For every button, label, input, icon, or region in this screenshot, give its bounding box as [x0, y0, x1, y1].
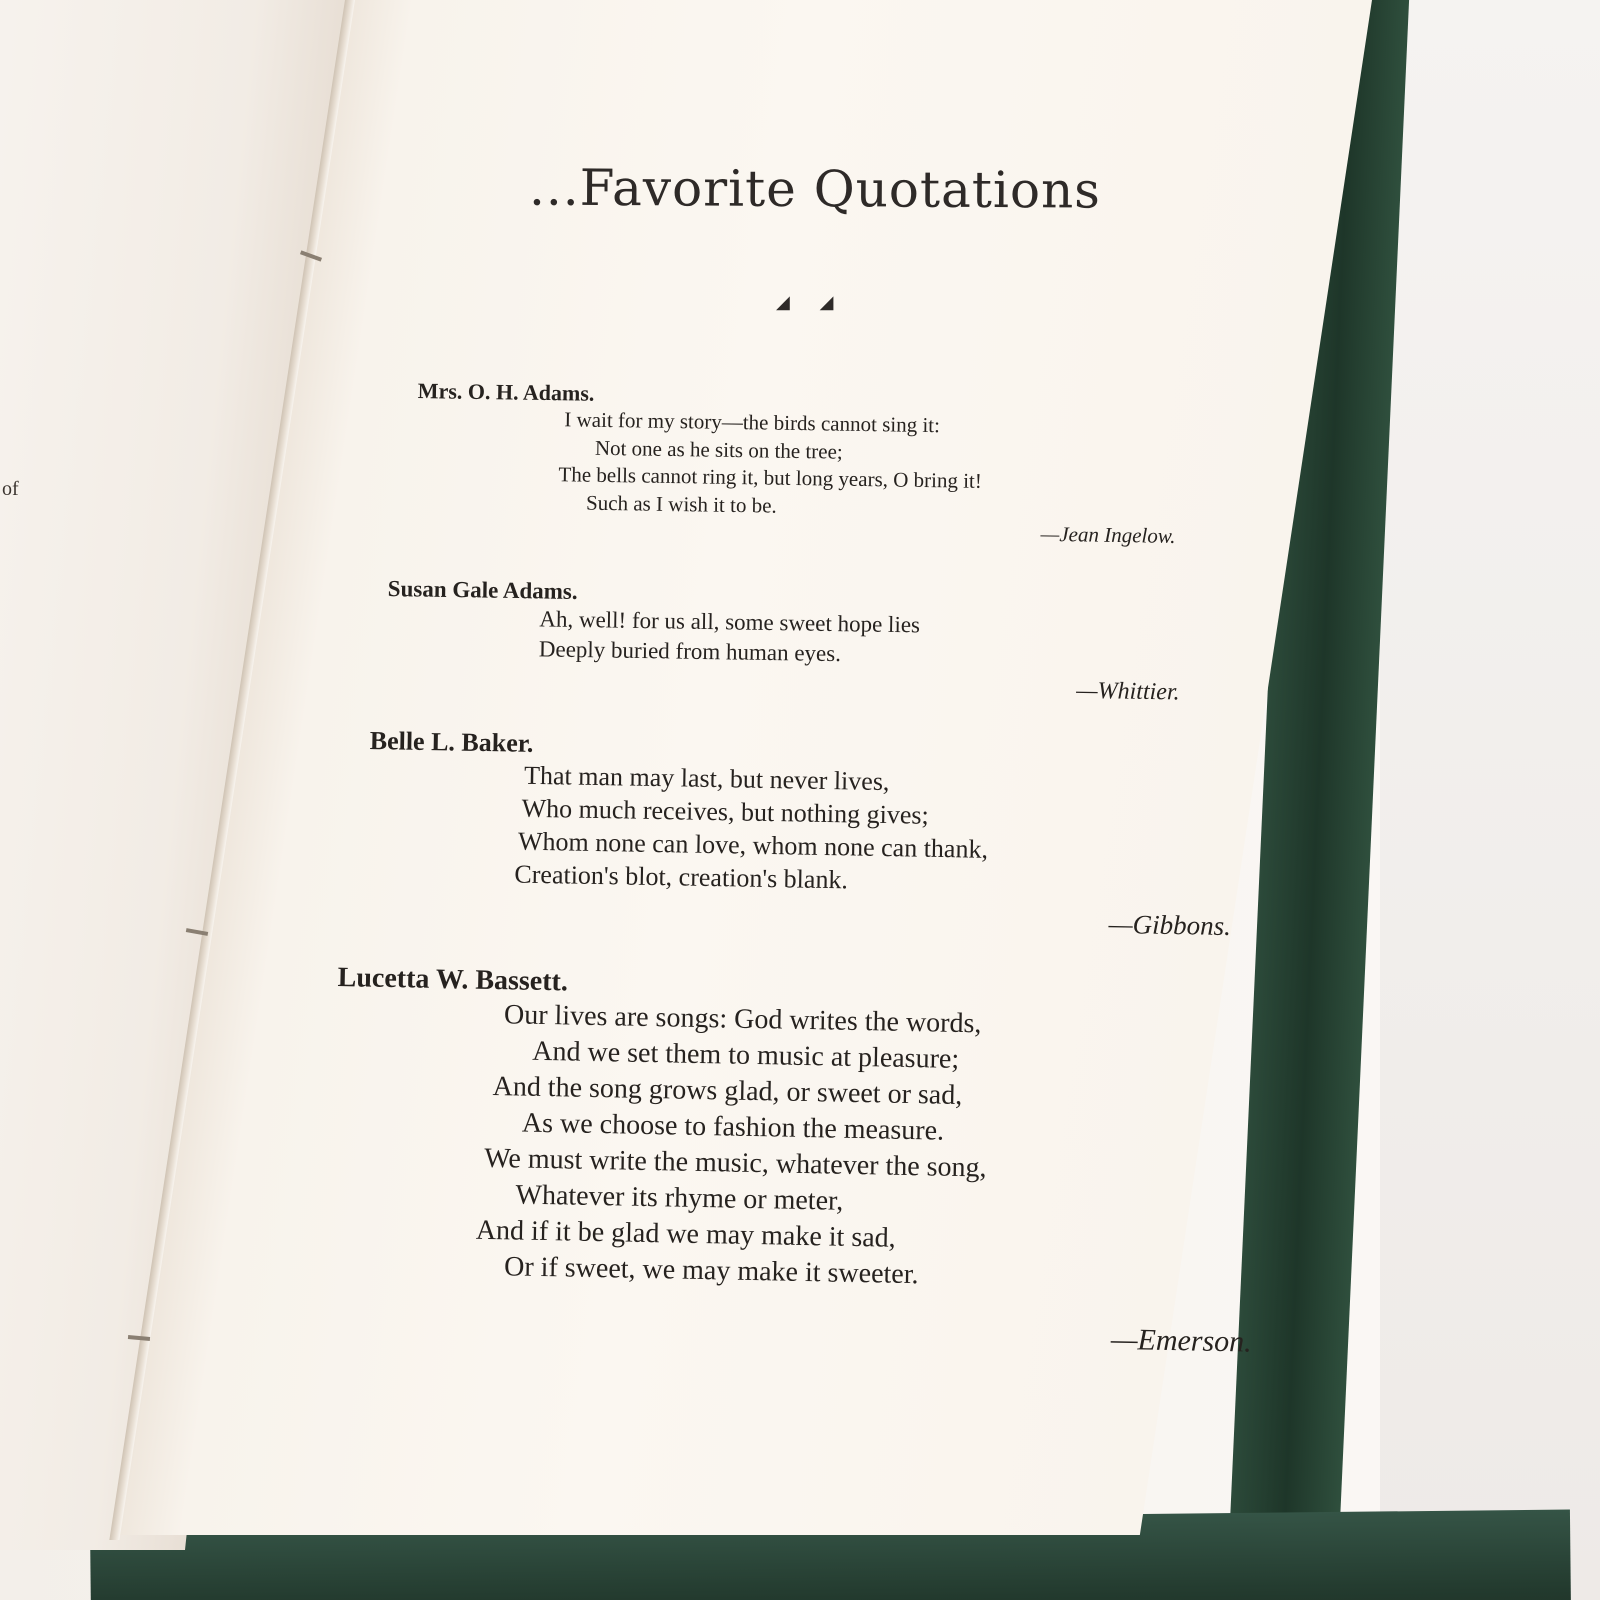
- entry-name: Mrs. O. H. Adams.: [417, 378, 595, 406]
- quote-attribution: —Gibbons.: [1108, 908, 1232, 942]
- quote-line: Such as I wish it to be.: [585, 490, 777, 518]
- entry-name: Susan Gale Adams.: [387, 576, 578, 604]
- quote-line: Who much receives, but nothing gives;: [521, 793, 930, 830]
- left-page-text-fragment: of: [2, 478, 19, 500]
- quote-line: Our lives are songs: God writes the words,: [503, 999, 982, 1040]
- quote-attribution: —Jean Ingelow.: [1040, 521, 1176, 548]
- quote-line: Ah, well! for us all, some sweet hope lies: [539, 606, 921, 638]
- quote-line: I wait for my story—the birds cannot sing it:: [564, 407, 941, 438]
- quote-line: The bells cannot ring it, but long years, O bring it!: [558, 462, 983, 493]
- quote-line: We must write the music, whatever the song,: [483, 1142, 987, 1184]
- quotation-entry: [416, 378, 1176, 548]
- quote-line: Or if sweet, we may make it sweeter.: [503, 1251, 919, 1291]
- quote-attribution: —Whittier.: [1076, 677, 1180, 706]
- quotation-entry: [367, 726, 1232, 942]
- quote-line: And we set them to music at pleasure;: [532, 1035, 960, 1075]
- quote-line: Not one as he sits on the tree;: [594, 435, 843, 464]
- quotation-entry: [332, 962, 1253, 1359]
- quote-line: And the song grows glad, or sweet or sad,: [492, 1070, 963, 1112]
- entry-name: Lucetta W. Bassett.: [337, 962, 569, 998]
- page-title: ...Favorite Quotations: [528, 158, 1102, 220]
- entry-name: Belle L. Baker.: [369, 726, 534, 758]
- quote-line: Whatever its rhyme or meter,: [515, 1179, 844, 1217]
- quote-line: That man may last, but never lives,: [523, 760, 890, 797]
- quote-line: Whom none can love, whom none can thank,: [517, 826, 989, 864]
- quote-line: And if it be glad we may make it sad,: [475, 1214, 896, 1254]
- quote-attribution: —Emerson.: [1110, 1322, 1253, 1359]
- ornament-icon: ◢ ◢: [776, 292, 846, 313]
- quote-line: As we choose to fashion the measure.: [521, 1107, 945, 1147]
- quotation-entry: [387, 576, 1180, 706]
- quote-line: Creation's blot, creation's blank.: [514, 859, 849, 895]
- quote-line: Deeply buried from human eyes.: [538, 636, 842, 667]
